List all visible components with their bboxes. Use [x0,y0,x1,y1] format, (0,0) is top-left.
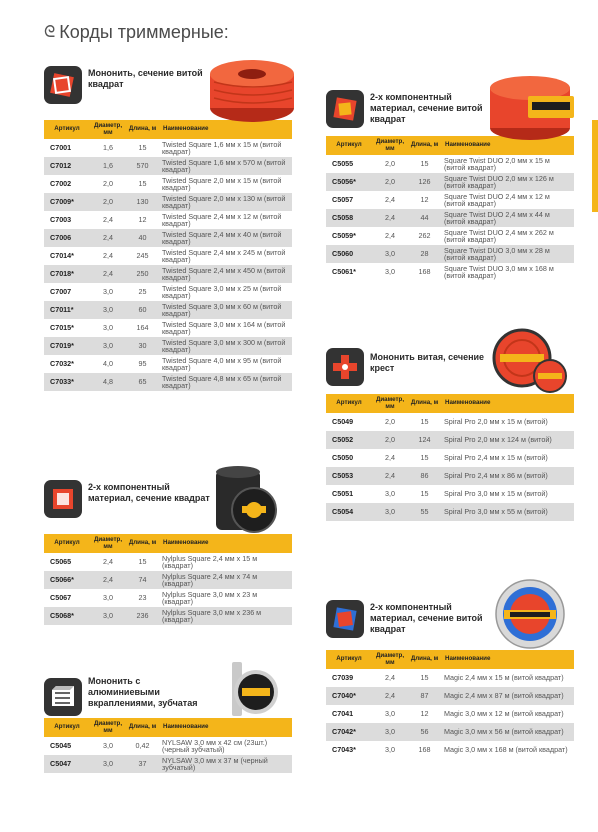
cell-article: C7033* [50,377,74,387]
table-row [326,191,574,209]
product-image-nylsaw [212,660,286,720]
cell-diameter: 2,4 [103,233,113,243]
col-article: Артикул [54,539,80,547]
cell-name: Square Twist DUO 3,0 мм х 28 м (витой квадрат) [444,245,550,262]
cell-length: 168 [418,267,431,277]
block-title: Мононить с алюминиевыми вкраплениями, зубчатая [88,676,198,708]
cell-article: C7012 [50,161,72,171]
cell-diameter: 2,4 [385,673,395,683]
cell-diameter: 3,0 [385,507,395,517]
product-image-red-spool [206,48,296,126]
product-table [44,120,292,391]
col-diameter: Диаметр, мм [375,651,405,666]
cell-name: Magic 3,0 мм х 56 м (витой квадрат) [444,727,564,737]
cell-diameter: 2,0 [385,177,395,187]
cell-article: C5066* [50,575,74,585]
table-row [44,553,292,571]
col-diameter: Диаметр, мм [93,719,123,734]
product-table [44,718,292,773]
cell-diameter: 3,0 [103,611,113,621]
cell-diameter: 2,4 [103,215,113,225]
cell-length: 15 [420,159,429,169]
table-row [44,229,292,247]
cell-diameter: 3,0 [103,593,113,603]
cell-length: 12 [420,709,429,719]
cell-length: 74 [138,575,147,585]
cell-length: 40 [138,233,147,243]
cell-diameter: 2,0 [385,417,395,427]
col-name: Наименование [163,125,209,133]
cell-length: 12 [138,215,147,225]
table-row [44,247,292,265]
cell-length: 95 [138,359,147,369]
cell-name: Magic 3,0 мм х 12 м (витой квадрат) [444,709,564,719]
cell-length: 44 [420,213,429,223]
cell-diameter: 4,0 [103,359,113,369]
cell-diameter: 2,4 [103,557,113,567]
block-title: 2-х компонентный материал, сечение витой квадрат [370,602,483,634]
cell-length: 23 [138,593,147,603]
col-length: Длина, м [410,655,439,663]
col-article: Артикул [336,655,362,663]
col-length: Длина, м [410,141,439,149]
col-article: Артикул [336,141,362,149]
table-row [326,705,574,723]
cell-name: Nylplus Square 2,4 мм х 74 м (квадрат) [162,571,258,588]
cell-name: Twisted Square 1,6 мм х 570 м (витой квадрат) [162,157,286,174]
cell-article: C5061* [332,267,356,277]
table-row [44,589,292,607]
block-title: 2-х компонентный материал, сечение квадрат [88,482,210,503]
cell-diameter: 2,0 [103,197,113,207]
cell-article: C7043* [332,745,356,755]
cell-length: 0,42 [135,741,150,751]
cell-diameter: 2,4 [385,471,395,481]
cell-article: C5047 [50,759,72,769]
serrated-section-icon [44,678,82,716]
cell-diameter: 3,0 [103,741,113,751]
cell-length: 15 [138,179,147,189]
table-row [44,157,292,175]
col-diameter: Диаметр, мм [375,137,405,152]
cell-article: C5060 [332,249,354,259]
cell-length: 236 [136,611,149,621]
cell-diameter: 3,0 [103,341,113,351]
cell-name: Spiral Pro 2,0 мм х 15 м (витой) [444,417,548,427]
table-row [326,413,574,431]
cell-length: 250 [136,269,149,279]
product-image-magic-spool [490,574,576,654]
cell-article: C7014* [50,251,74,261]
cell-length: 15 [420,489,429,499]
cell-name: Twisted Square 2,4 мм х 450 м (витой квадрат) [162,265,286,282]
cell-article: C5049 [332,417,354,427]
cell-article: C5050 [332,453,354,463]
table-row [44,607,292,625]
cell-name: Twisted Square 3,0 мм х 300 м (витой квадрат) [162,337,286,354]
cell-diameter: 4,8 [103,377,113,387]
cell-length: 60 [138,305,147,315]
table-row [44,193,292,211]
cell-name: Square Twist DUO 2,4 мм х 12 м (витой квадрат) [444,191,550,208]
col-diameter: Диаметр, мм [93,535,123,550]
cell-length: 124 [418,435,431,445]
cell-article: C5067 [50,593,72,603]
table-row [326,227,574,245]
cell-article: C7001 [50,143,72,153]
cell-length: 164 [136,323,149,333]
table-row [326,669,574,687]
cell-diameter: 2,0 [385,435,395,445]
cell-name: Magic 2,4 мм х 15 м (витой квадрат) [444,673,564,683]
col-name: Наименование [445,399,491,407]
cell-length: 15 [420,417,429,427]
cell-diameter: 2,4 [385,453,395,463]
cell-article: C7007 [50,287,72,297]
cell-name: Square Twist DUO 2,4 мм х 262 м (витой квадрат) [444,227,554,244]
cell-name: NYLSAW 3,0 мм х 37 м (черный зубчатый) [162,755,268,772]
table-row [326,723,574,741]
cell-name: Nylplus Square 2,4 мм х 15 м (квадрат) [162,553,258,570]
col-length: Длина, м [128,125,157,133]
cell-article: C7015* [50,323,74,333]
cell-name: Square Twist DUO 3,0 мм х 168 м (витой квадрат) [444,263,554,280]
swirl-icon: ᘓ [44,23,56,41]
cell-article: C7002 [50,179,72,189]
cell-article: C7006 [50,233,72,243]
cell-article: C5045 [50,741,72,751]
square-section-icon [44,480,82,518]
cell-article: C7019* [50,341,74,351]
cell-name: Twisted Square 3,0 мм х 25 м (витой квадрат) [162,283,282,300]
cell-name: Spiral Pro 3,0 мм х 55 м (витой) [444,507,548,517]
cell-article: C5059* [332,231,356,241]
cell-length: 65 [138,377,147,387]
product-image-black-spool [210,462,280,536]
cell-length: 86 [420,471,429,481]
table-row [44,319,292,337]
cell-length: 87 [420,691,429,701]
cell-article: C5057 [332,195,354,205]
table-row [326,173,574,191]
cell-name: Twisted Square 2,0 мм х 15 м (витой квадрат) [162,175,282,192]
cell-diameter: 1,6 [103,161,113,171]
block-title: Мононить витая, сечение крест [370,352,485,373]
cell-length: 12 [420,195,429,205]
cell-diameter: 3,0 [385,249,395,259]
table-row [326,431,574,449]
table-row [326,449,574,467]
table-row [44,737,292,755]
col-length: Длина, м [410,399,439,407]
cell-name: Twisted Square 1,6 мм х 15 м (витой квадрат) [162,139,282,156]
cell-article: C5058 [332,213,354,223]
col-length: Длина, м [128,539,157,547]
cell-diameter: 3,0 [385,745,395,755]
table-row [44,571,292,589]
table-row [326,741,574,759]
table-row [44,355,292,373]
cell-article: C7042* [332,727,356,737]
cell-name: Twisted Square 2,4 мм х 245 м (витой квадрат) [162,247,286,264]
cell-article: C5055 [332,159,354,169]
cell-article: C5054 [332,507,354,517]
cell-length: 245 [136,251,149,261]
table-row [326,485,574,503]
cell-length: 30 [138,341,147,351]
cell-name: Twisted Square 4,0 мм х 95 м (витой квадрат) [162,355,282,372]
cell-diameter: 2,0 [103,179,113,189]
cell-article: C7018* [50,269,74,279]
cell-length: 55 [420,507,429,517]
table-row [44,301,292,319]
table-row [44,755,292,773]
table-row [326,687,574,705]
cell-article: C7041 [332,709,354,719]
cell-article: C7040* [332,691,356,701]
cell-name: Magic 3,0 мм х 168 м (витой квадрат) [444,745,568,755]
product-image-spiral-spool [488,326,572,396]
cell-length: 15 [138,143,147,153]
cell-diameter: 3,0 [103,287,113,297]
cell-diameter: 2,4 [103,269,113,279]
cell-diameter: 3,0 [385,489,395,499]
cell-article: C5052 [332,435,354,445]
table-row [326,245,574,263]
cell-diameter: 2,4 [385,213,395,223]
col-name: Наименование [445,655,491,663]
col-article: Артикул [54,723,80,731]
col-name: Наименование [445,141,491,149]
cell-name: Square Twist DUO 2,0 мм х 15 м (витой квадрат) [444,155,550,172]
cell-diameter: 1,6 [103,143,113,153]
col-name: Наименование [163,723,209,731]
cell-diameter: 2,4 [385,691,395,701]
product-table [326,650,574,759]
cell-name: Square Twist DUO 2,0 мм х 126 м (витой квадрат) [444,173,554,190]
cell-article: C5056* [332,177,356,187]
product-table [44,534,292,625]
table-row [44,211,292,229]
block-title: 2-х компонентный материал, сечение витой квадрат [370,92,483,124]
cell-article: C5051 [332,489,354,499]
table-row [326,263,574,281]
cell-name: Twisted Square 2,0 мм х 130 м (витой квадрат) [162,193,286,210]
table-row [44,175,292,193]
table-row [326,209,574,227]
cross-section-icon [326,348,364,386]
col-article: Артикул [336,399,362,407]
table-row [44,337,292,355]
cell-diameter: 3,0 [385,267,395,277]
cell-diameter: 2,4 [103,575,113,585]
cell-diameter: 3,0 [103,305,113,315]
cell-name: Nylplus Square 3,0 мм х 23 м (квадрат) [162,589,258,606]
cell-length: 25 [138,287,147,297]
page-title [44,22,229,43]
twisted-square-duo-section-icon [326,90,364,128]
col-diameter: Диаметр, мм [375,395,405,410]
product-table [326,136,574,281]
cell-article: C5068* [50,611,74,621]
col-diameter: Диаметр, мм [93,121,123,136]
cell-name: Spiral Pro 2,0 мм х 124 м (витой) [444,435,552,445]
cell-length: 15 [138,557,147,567]
cell-length: 168 [418,745,431,755]
table-row [326,467,574,485]
product-image-duo-spool [484,66,574,144]
cell-length: 570 [136,161,149,171]
cell-diameter: 3,0 [103,323,113,333]
cell-length: 15 [420,673,429,683]
cell-name: Spiral Pro 2,4 мм х 86 м (витой) [444,471,548,481]
cell-name: Twisted Square 3,0 мм х 164 м (витой квадрат) [162,319,286,336]
table-row [44,373,292,391]
cell-name: Square Twist DUO 2,4 мм х 44 м (витой квадрат) [444,209,550,226]
cell-article: C7011* [50,305,74,315]
page-title-text: Корды триммерные: [59,22,229,42]
table-row [44,265,292,283]
cell-name: Magic 2,4 мм х 87 м (витой квадрат) [444,691,564,701]
cell-diameter: 3,0 [385,709,395,719]
block-title: Мононить, сечение витой квадрат [88,68,203,89]
product-table [326,394,574,521]
cell-diameter: 3,0 [385,727,395,737]
cell-diameter: 3,0 [103,759,113,769]
cell-article: C5053 [332,471,354,481]
cell-article: C5065 [50,557,72,567]
table-row [326,503,574,521]
cell-article: C7003 [50,215,72,225]
cell-name: Twisted Square 2,4 мм х 12 м (витой квадрат) [162,211,282,228]
table-row [44,139,292,157]
cell-diameter: 2,4 [385,195,395,205]
cell-name: Twisted Square 4,8 мм х 65 м (витой квадрат) [162,373,282,390]
table-row [44,283,292,301]
cell-article: C7032* [50,359,74,369]
twisted-square-section-icon [44,66,82,104]
cell-article: C7009* [50,197,74,207]
cell-length: 37 [138,759,147,769]
col-article: Артикул [54,125,80,133]
cell-length: 130 [136,197,149,207]
cell-name: Spiral Pro 2,4 мм х 15 м (витой) [444,453,548,463]
col-length: Длина, м [128,723,157,731]
cell-diameter: 2,4 [103,251,113,261]
cell-name: Twisted Square 3,0 мм х 60 м (витой квадрат) [162,301,282,318]
cell-length: 126 [418,177,431,187]
col-name: Наименование [163,539,209,547]
side-tab [592,120,598,212]
cell-length: 56 [420,727,429,737]
cell-name: Nylplus Square 3,0 мм х 236 м (квадрат) [162,607,262,624]
cell-length: 15 [420,453,429,463]
table-row [326,155,574,173]
cell-name: Twisted Square 2,4 мм х 40 м (витой квадрат) [162,229,282,246]
cell-diameter: 2,0 [385,159,395,169]
cell-length: 262 [418,231,431,241]
cell-article: C7039 [332,673,354,683]
magic-section-icon [326,600,364,638]
cell-length: 28 [420,249,429,259]
cell-name: Spiral Pro 3,0 мм х 15 м (витой) [444,489,548,499]
cell-name: NYLSAW 3,0 мм х 42 см (23шт.) (черный зубчатый) [162,737,268,754]
cell-diameter: 2,4 [385,231,395,241]
